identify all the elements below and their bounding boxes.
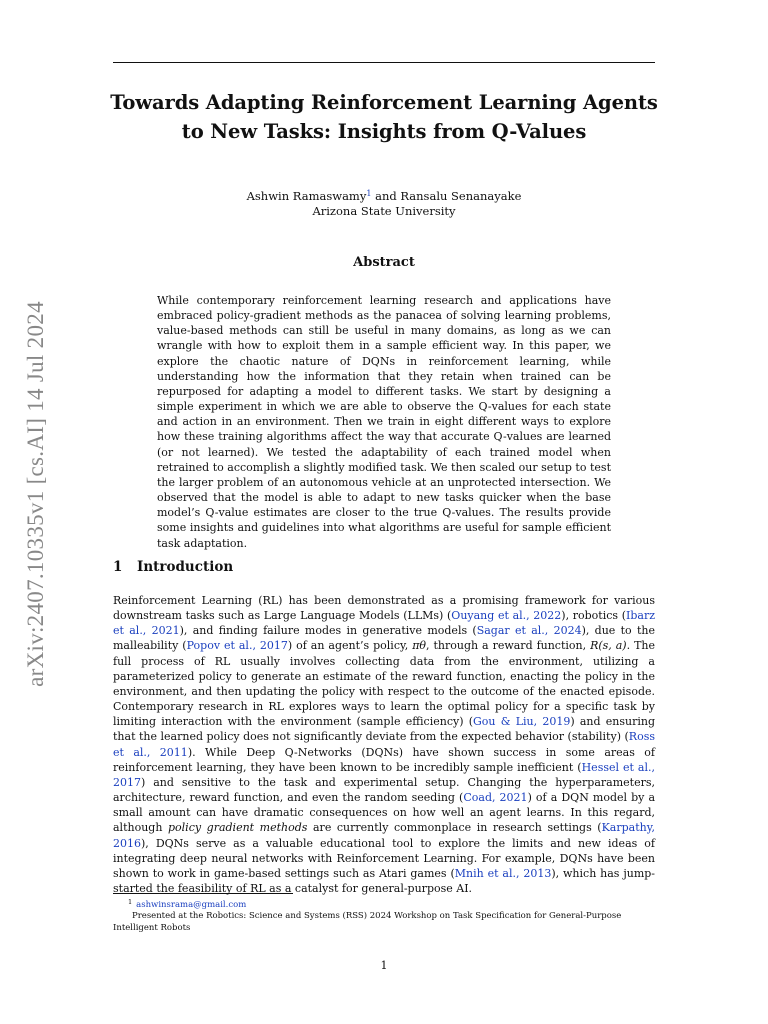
affiliation: Arizona State University (312, 204, 456, 218)
citation-link[interactable]: Ibarz et al., 2021 (113, 609, 656, 638)
title-line-1: Towards Adapting Reinforcement Learning Agents (110, 91, 658, 114)
intro-text: . The full process of RL usually involves collecting data from the environment, utilizing a parameterized policy to generate an estimate of the reward function, enacting the policy in the environment, and then updating the policy with respect to the outcome of the enacted episode. Contemporary research in RL explores ways to learn the optimal policy for a specific task by limiting interaction with the environment (sample efficiency) ( (113, 639, 655, 729)
citation-link[interactable]: Mnih et al., 2013 (454, 866, 552, 880)
intro-paragraph (113, 593, 655, 896)
arxiv-stamp-text: arXiv:2407.10335v1 [cs.AI] 14 Jul 2024 (23, 301, 48, 687)
footnote-mark[interactable]: 1 (366, 189, 372, 198)
footnote-rule (113, 893, 293, 894)
citation-link[interactable]: Gou & Liu, 2019 (473, 715, 571, 729)
intro-text: ). While Deep Q-Networks (DQNs) have shown success in some areas of reinforcement learning, they have been known to be incredibly sample inefficient ( (113, 745, 655, 774)
paper-title (80, 88, 688, 146)
intro-text: are currently commonplace in research settings ( (307, 821, 602, 835)
intro-text: , through a reward function, (426, 639, 591, 653)
title-line-2: to New Tasks: Insights from Q-Values (181, 120, 587, 143)
citation-link[interactable]: Ross et al., 2011 (113, 730, 655, 759)
intro-text: ), DQNs serve as a valuable educational tool to explore the limits and new ideas of integrating deep neural networks with Reinforcement Learning. For example, DQNs have been shown to work in game-based settings such as Atari games ( (113, 836, 655, 880)
section-number: 1 (113, 559, 123, 575)
citation-link[interactable]: Popov et al., 2017 (186, 639, 288, 653)
intro-text: Reinforcement Learning (RL) has been demonstrated as a promising framework for various downstream tasks such as Large Language Models (LLMs) ( (113, 594, 655, 623)
intro-text: ) of a DQN model by a small amount can have dramatic consequences on how well an agent learns. In this regard, although (113, 791, 655, 835)
math-policy: πθ (412, 639, 427, 653)
citation-link[interactable]: Hessel et al., 2017 (113, 760, 655, 789)
emphasis-text: policy gradient methods (168, 821, 308, 835)
intro-text: ) and ensuring that the learned policy does not significantly deviate from the expected behavior (stability) ( (113, 715, 655, 744)
intro-text: ), and finding failure modes in generative models ( (179, 624, 477, 638)
section-title: Introduction (137, 559, 234, 575)
author-1: Ashwin Ramaswamy (246, 189, 367, 203)
abstract-heading: Abstract (353, 255, 415, 270)
citation-link[interactable]: Ouyang et al., 2022 (451, 609, 562, 623)
intro-text: ), due to the malleability ( (113, 624, 655, 653)
citation-link[interactable]: Coad, 2021 (463, 791, 528, 805)
author-block (134, 189, 634, 219)
math-reward: R(s, a) (590, 639, 627, 653)
abstract-body: While contemporary reinforcement learning research and applications have embraced policy-gradient methods as the panacea of solving learning problems, value-based methods can still be useful in many domains, as long as we can wrangle with how to exploit them in a sample efficient way. In this paper, we explore the chaotic nature of DQNs in reinforcement learning, while understanding how the information that they retain when trained can be repurposed for adapting a model to different tasks. We start by designing a simple experiment in which we are able to observe the Q-values for each state and action in an environment. Then we train in eight different ways to explore how these training algorithms affect the way that accurate Q-values are learned (or not learned). We tested the adaptability of each trained model when retrained to accomplish a slightly modified task. We then scaled our setup to test the larger problem of an autonomous vehicle at an unprotected intersection. We observed that the model is able to adapt to new tasks quicker when the base model’s Q-value estimates are closer to the true Q-values. The results provide some insights and guidelines into what algorithms are useful for sample efficient task adaptation. (157, 294, 611, 550)
citation-link[interactable]: Karpathy, 2016 (113, 821, 655, 850)
author-names (134, 189, 634, 204)
page-number: 1 (380, 959, 388, 972)
author-2: and Ransalu Senanayake (371, 189, 522, 203)
intro-text: ), robotics ( (561, 609, 627, 623)
intro-text: ) and sensitive to the task and experimental setup. Changing the hyperparameters, architecture, reward function, and even the random seeding ( (113, 775, 655, 805)
intro-text: ) of an agent’s policy, (287, 639, 413, 653)
citation-link[interactable]: Sagar et al., 2024 (476, 624, 582, 638)
email-link[interactable]: ashwinsrama@gmail.com (136, 900, 247, 910)
title-top-rule (113, 62, 655, 63)
footnote-venue: Presented at the Robotics: Science and Systems (RSS) 2024 Workshop on Task Specification for General-Purpose Intelligent Robots (113, 911, 622, 933)
footnote-email (128, 897, 246, 911)
intro-text: ), which has jump-started the feasibility of RL as a catalyst for general-purpose AI. (113, 866, 656, 895)
section-heading (113, 559, 233, 575)
footnote-number: 1 (128, 898, 133, 906)
